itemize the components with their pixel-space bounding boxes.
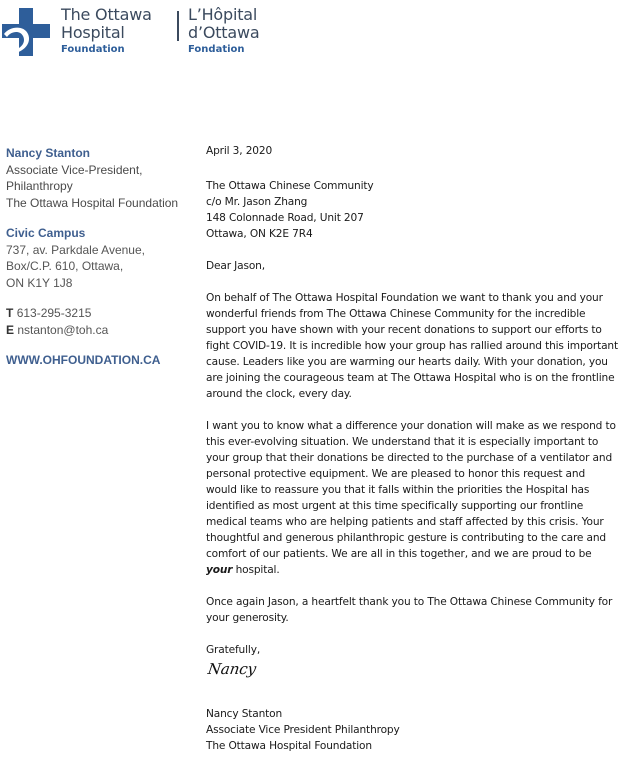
- signer-org: The Ottawa Hospital Foundation: [206, 740, 372, 752]
- logo-divider: [177, 11, 179, 41]
- logo-en-line1: The Ottawa: [61, 5, 152, 24]
- address-line2: Box/C.P. 610, Ottawa,: [6, 259, 124, 273]
- signer-name: Nancy Stanton: [206, 708, 283, 720]
- logo-french: [188, 6, 259, 55]
- paragraph-2: [206, 418, 618, 578]
- sender-name: Nancy Stanton: [6, 146, 91, 160]
- website-link[interactable]: WWW.OHFOUNDATION.CA: [6, 353, 161, 367]
- address-line3: ON K1Y 1J8: [6, 275, 73, 290]
- sender-org: The Ottawa Hospital Foundation: [6, 195, 179, 210]
- signature: Nancy: [206, 660, 258, 678]
- recipient-line2: c/o Mr. Jason Zhang: [206, 196, 308, 208]
- logo-fr-line1: L’Hôpital: [188, 5, 258, 24]
- paragraph-2-emphasis: your: [206, 564, 233, 576]
- foundation-logo: [0, 0, 300, 70]
- phone-number[interactable]: 613-295-3215: [16, 306, 92, 320]
- logo-english: [61, 6, 152, 55]
- salutation: Dear Jason,: [206, 260, 265, 272]
- campus-name: Civic Campus: [6, 226, 86, 240]
- recipient-line4: Ottawa, ON K2E 7R4: [206, 228, 313, 240]
- email-link[interactable]: nstanton@toh.ca: [17, 322, 109, 337]
- logo-en-sub: Foundation: [61, 44, 125, 55]
- letter-date: April 3, 2020: [206, 145, 273, 157]
- phone-row: [6, 305, 186, 322]
- sender-title-line1: Associate Vice-President,: [6, 162, 143, 177]
- letter-body: [206, 143, 618, 754]
- sender-sidebar: [6, 145, 186, 369]
- logo-en-line2: Hospital: [61, 23, 125, 42]
- paragraph-3: Once again Jason, a heartfelt thank you to The Ottawa Chinese Community for your generosity.: [206, 596, 613, 624]
- address-line1: 737, av. Parkdale Avenue,: [6, 242, 145, 257]
- signer-title: Associate Vice President Philanthropy: [206, 724, 400, 736]
- logo-fr-line2: d’Ottawa: [188, 23, 260, 42]
- recipient-line3: 148 Colonnade Road, Unit 207: [206, 212, 364, 224]
- paragraph-2-end: hospital.: [232, 564, 280, 576]
- logo-fr-sub: Fondation: [188, 44, 245, 55]
- paragraph-1: On behalf of The Ottawa Hospital Foundation we want to thank you and your wonderful friends from The Ottawa Chinese Community for the incredible support you have shown with your recent donations to support our efforts to fight COVID-19. It is incredible how your group has rallied around this important cause. Leaders like you are warming our hearts daily. With your donation, you are joining the courageous team at The Ottawa Hospital who is on the frontline around the clock, every day.: [206, 292, 618, 400]
- phone-label: T: [6, 306, 14, 320]
- cross-logo-icon: [2, 8, 52, 56]
- sender-title-line2: Philanthropy: [6, 179, 73, 193]
- closing: Gratefully,: [206, 644, 261, 656]
- email-row: [6, 322, 186, 339]
- email-label: E: [6, 322, 15, 337]
- recipient-line1: The Ottawa Chinese Community: [206, 180, 374, 192]
- paragraph-2-main: I want you to know what a difference your donation will make as we respond to this ever-evolving situation. We understand that it is especially important to your group that their donations be directed to the purchase of a ventilator and personal protective equipment. We are pleased to honor this request and would like to reassure you that it falls within the priorities the Hospital has identified as most urgent at this time specifically supporting our frontline medical teams who are helping patients and staff affected by this crisis. Your thoughtful and generous philanthropic gesture is contributing to the care and comfort of our patients. We are all in this together, and we are proud to be: [206, 420, 616, 560]
